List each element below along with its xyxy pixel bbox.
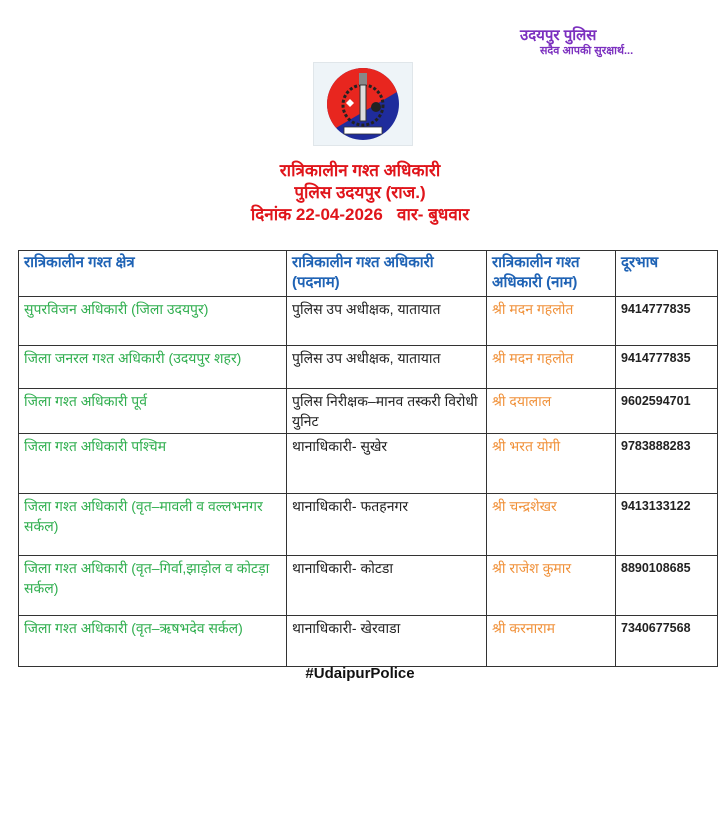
brand-tagline: सदैव आपकी सुरक्षार्थ...	[540, 45, 634, 57]
post-cell: पुलिस उप अधीक्षक, यातायात	[287, 297, 487, 346]
column-header-area: रात्रिकालीन गश्त क्षेत्र	[19, 251, 287, 297]
area-cell: जिला गश्त अधिकारी (वृत–गिर्वा,झाड़ोल व कोटड़ा सर्कल)	[19, 556, 287, 616]
table-row	[19, 346, 718, 389]
table-row	[19, 556, 718, 616]
table-row	[19, 434, 718, 494]
column-header-phone: दूरभाष	[616, 251, 718, 297]
post-cell: थानाधिकारी- सुखेर	[287, 434, 487, 494]
table-header-row	[19, 251, 718, 297]
name-cell: श्री मदन गहलोत	[487, 346, 616, 389]
table-row	[19, 297, 718, 346]
table-row	[19, 494, 718, 556]
phone-cell: 9413133122	[616, 494, 718, 556]
name-cell: श्री चन्द्रशेखर	[487, 494, 616, 556]
name-cell: श्री करनाराम	[487, 616, 616, 667]
name-cell: श्री दयालाल	[487, 389, 616, 434]
area-cell: जिला जनरल गश्त अधिकारी (उदयपुर शहर)	[19, 346, 287, 389]
area-cell: सुपरविजन अधिकारी (जिला उदयपुर)	[19, 297, 287, 346]
post-cell: थानाधिकारी- कोटडा	[287, 556, 487, 616]
brand-header	[520, 28, 633, 57]
name-cell: श्री मदन गहलोत	[487, 297, 616, 346]
police-logo	[313, 62, 413, 146]
area-cell: जिला गश्त अधिकारी पश्चिम	[19, 434, 287, 494]
patrol-officers-table	[18, 250, 718, 667]
post-cell: थानाधिकारी- खेरवाडा	[287, 616, 487, 667]
post-cell: थानाधिकारी- फतहनगर	[287, 494, 487, 556]
rajasthan-police-emblem-icon	[314, 63, 412, 145]
hashtag-footer: #UdaipurPolice	[305, 665, 415, 682]
title-line-2: पुलिस उदयपुर (राज.)	[294, 183, 426, 202]
brand-name: उदयपुर पुलिस	[520, 27, 597, 44]
area-cell: जिला गश्त अधिकारी (वृत–मावली व वल्लभनगर सर्कल)	[19, 494, 287, 556]
phone-cell: 8890108685	[616, 556, 718, 616]
area-cell: जिला गश्त अधिकारी पूर्व	[19, 389, 287, 434]
post-cell: पुलिस उप अधीक्षक, यातायात	[287, 346, 487, 389]
column-header-post: रात्रिकालीन गश्त अधिकारी (पदनाम)	[287, 251, 487, 297]
table-row	[19, 616, 718, 667]
phone-cell: 7340677568	[616, 616, 718, 667]
title-date-line: दिनांक 22-04-2026 वार- बुधवार	[250, 205, 470, 224]
document-title	[0, 160, 720, 226]
phone-cell: 9783888283	[616, 434, 718, 494]
area-cell: जिला गश्त अधिकारी (वृत–ऋषभदेव सर्कल)	[19, 616, 287, 667]
phone-cell: 9414777835	[616, 346, 718, 389]
phone-cell: 9414777835	[616, 297, 718, 346]
column-header-name: रात्रिकालीन गश्त अधिकारी (नाम)	[487, 251, 616, 297]
phone-cell: 9602594701	[616, 389, 718, 434]
post-cell: पुलिस निरीक्षक–मानव तस्करी विरोधी युनिट	[287, 389, 487, 434]
table-row	[19, 389, 718, 434]
name-cell: श्री भरत योगी	[487, 434, 616, 494]
title-line-1: रात्रिकालीन गश्त अधिकारी	[279, 161, 441, 180]
name-cell: श्री राजेश कुमार	[487, 556, 616, 616]
